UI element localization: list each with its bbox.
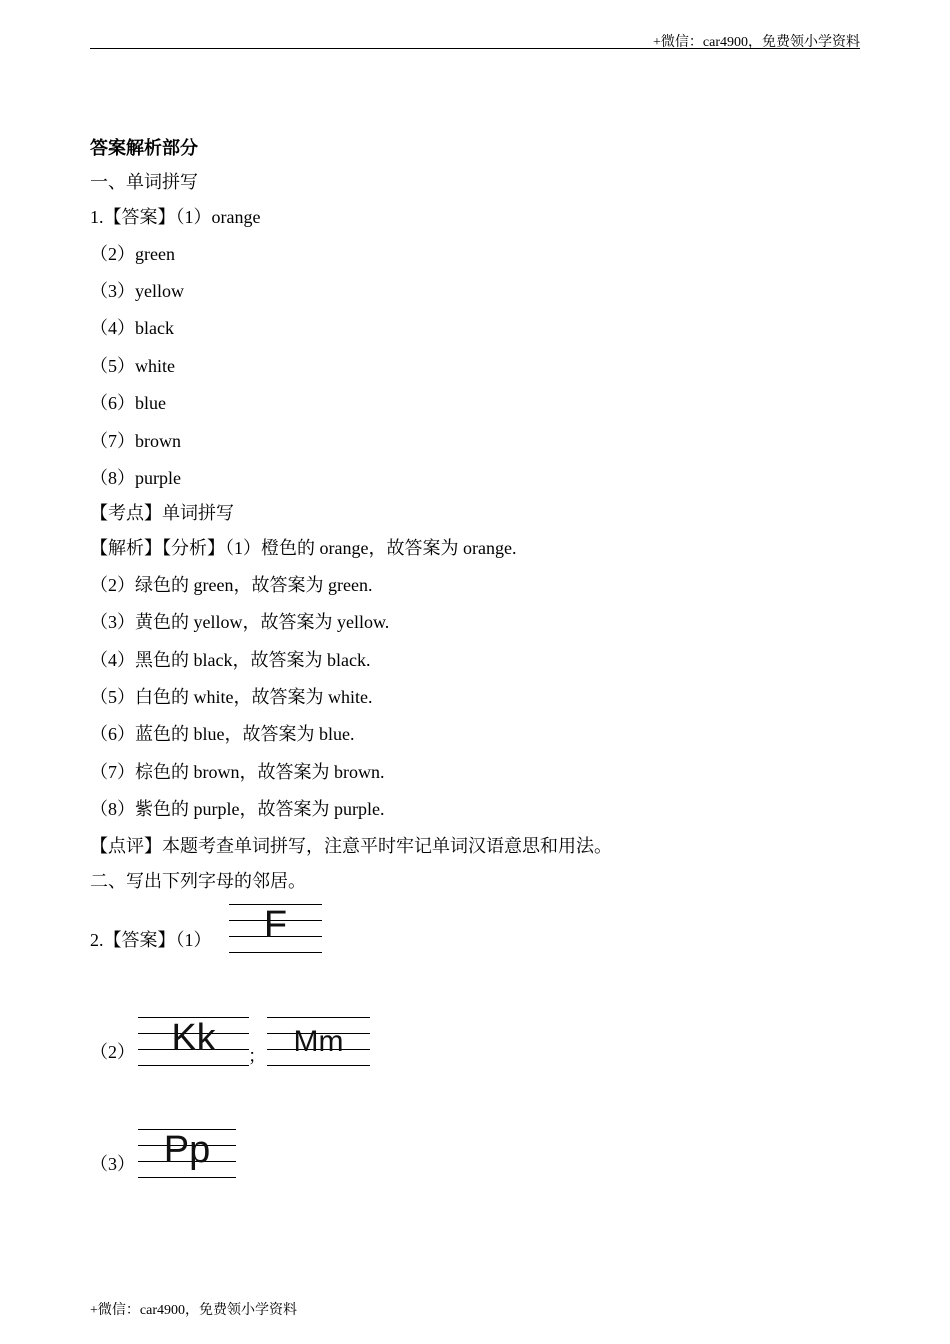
q1-answer-3: （3）yellow xyxy=(90,281,184,301)
q2-answer-label: 2.【答案】（1） xyxy=(90,930,212,950)
letters-pp: Pp xyxy=(163,1129,211,1171)
q1-answer-8: （8）purple xyxy=(90,468,181,488)
section2-heading: 二、写出下列字母的邻居。 xyxy=(90,871,306,891)
header-rule xyxy=(90,48,860,49)
four-line-grid-kk xyxy=(138,1017,249,1065)
q1-analysis-6: （6）蓝色的 blue，故答案为 blue. xyxy=(90,724,355,744)
four-line-grid-mm xyxy=(267,1017,370,1065)
q1-answer-7: （7）brown xyxy=(90,431,181,451)
four-line-grid-f xyxy=(229,904,322,952)
q1-answer-6: （6）blue xyxy=(90,393,166,413)
page-header: +微信：car4900，免费领小学资料 xyxy=(653,35,860,50)
q2-item3-label: （3） xyxy=(90,1154,135,1174)
q1-analysis-2: （2）绿色的 green，故答案为 green. xyxy=(90,575,373,595)
q1-analysis-4: （4）黑色的 black，故答案为 black. xyxy=(90,650,371,670)
q2-item2-label: （2） xyxy=(90,1042,135,1062)
q1-answer-5: （5）white xyxy=(90,356,175,376)
q1-analysis-7: （7）棕色的 brown，故答案为 brown. xyxy=(90,762,385,782)
letters-mm: Mm xyxy=(293,1025,344,1058)
section-title: 答案解析部分 xyxy=(90,138,198,158)
q1-analysis-1: 【解析】【分析】（1）橙色的 orange，故答案为 orange. xyxy=(90,538,517,558)
q1-answer-2: （2）green xyxy=(90,244,175,264)
q1-kaodian: 【考点】单词拼写 xyxy=(90,503,234,523)
page-footer: +微信：car4900，免费领小学资料 xyxy=(90,1303,297,1318)
q1-analysis-8: （8）紫色的 purple，故答案为 purple. xyxy=(90,799,385,819)
q1-answer-4: （4）black xyxy=(90,318,174,338)
q2-item2-separator: ； xyxy=(248,1046,266,1066)
letter-f: F xyxy=(263,904,288,946)
q1-answer-label: 1.【答案】（1）orange xyxy=(90,207,261,227)
q1-analysis-5: （5）白色的 white，故答案为 white. xyxy=(90,687,373,707)
q1-comment: 【点评】本题考查单词拼写，注意平时牢记单词汉语意思和用法。 xyxy=(90,836,612,856)
q1-analysis-3: （3）黄色的 yellow，故答案为 yellow. xyxy=(90,612,390,632)
letters-kk: Kk xyxy=(171,1017,216,1059)
four-line-grid-pp xyxy=(138,1129,236,1177)
section1-heading: 一、单词拼写 xyxy=(90,172,198,192)
